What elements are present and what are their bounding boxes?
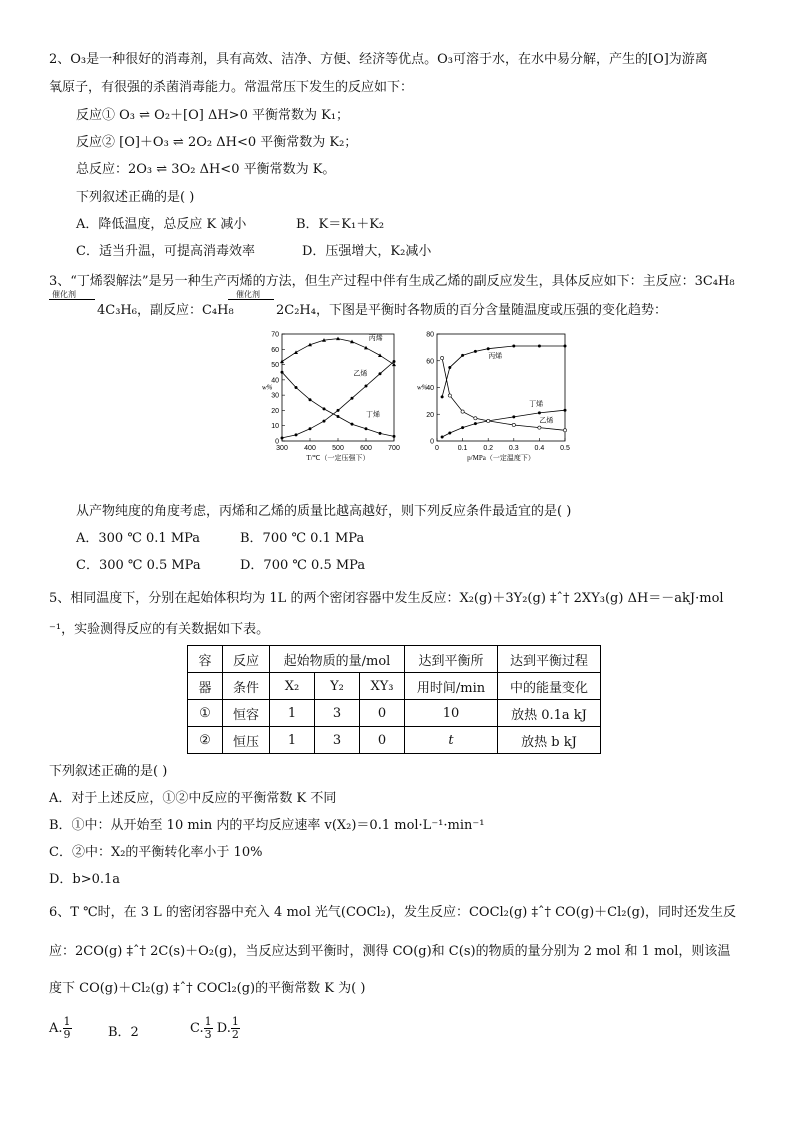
x-axis-label: p/MPa（一定温度下） (467, 454, 535, 462)
q3-arrow-1 (49, 299, 95, 300)
q5-line2: ⁻¹，实验测得反应的有关数据如下表。 (49, 622, 270, 637)
data-point (564, 345, 567, 348)
data-point (281, 371, 284, 374)
q2-line2: 氧原子，有很强的杀菌消毒能力。常温常压下发生的反应如下： (49, 80, 414, 95)
data-point (448, 366, 451, 369)
data-point (365, 427, 368, 430)
q6-line2: 应：2CO(g) ‡ˆ† 2C(s)＋O₂(g)，当反应达到平衡时，测得 CO(g)和 C(s)的物质的量分别为 2 mol 和 1 mol，则该温 (49, 944, 731, 959)
q5-data-table (187, 645, 601, 754)
table-header-cell: X₂ (270, 673, 315, 700)
data-point (461, 426, 464, 429)
data-point (512, 345, 515, 348)
data-point (474, 417, 477, 420)
data-point (461, 410, 464, 413)
series-line (282, 372, 394, 436)
series-label: 丁烯 (529, 400, 544, 409)
data-point (393, 360, 396, 363)
table-header-cell: 中的能量变化 (498, 673, 601, 700)
x-tick-label: 0.3 (508, 445, 519, 452)
data-point (538, 411, 541, 414)
data-point (512, 415, 515, 418)
x-axis-label: T/℃（一定压强下） (306, 454, 370, 462)
q5-option-d: D．b>0.1a (49, 872, 121, 887)
table-cell: 0 (360, 700, 405, 727)
y-axis-label: w% (417, 383, 428, 392)
data-point (487, 347, 490, 350)
data-point (441, 356, 444, 359)
q3-catalyst-label-1: 催化剂 (52, 290, 76, 299)
data-point (487, 419, 490, 422)
table-cell: 10 (405, 700, 498, 727)
plot-frame (437, 334, 565, 441)
data-point (393, 435, 396, 438)
q6-option-d-fraction (231, 1016, 240, 1041)
data-point (461, 354, 464, 357)
table-cell: 1 (270, 727, 315, 754)
q2-reaction2: 反应② [O]＋O₃ ⇌ 2O₂ ΔH<0 平衡常数为 K₂； (76, 135, 358, 150)
q3-stem: 从产物纯度的角度考虑，丙烯和乙烯的质量比越高越好，则下列反应条件最适宜的是( ) (76, 504, 572, 519)
y-tick-label: 70 (271, 331, 279, 339)
x-tick-label: 400 (304, 445, 316, 452)
series-label: 丁烯 (366, 410, 380, 419)
data-point (323, 420, 326, 423)
y-tick-label: 60 (426, 358, 434, 366)
data-point (512, 423, 515, 426)
table-header-cell: 起始物质的量/mol (270, 646, 405, 673)
plot-frame (282, 334, 394, 441)
q6-line1: 6、T ℃时，在 3 L 的密闭容器中充入 4 mol 光气(COCl₂)，发生反应：COCl₂(g) ‡ˆ† CO(g)＋Cl₂(g)，同时还发生反 (49, 905, 736, 920)
q2-reaction1: 反应① O₃ ⇌ O₂＋[O] ΔH>0 平衡常数为 K₁； (76, 108, 350, 123)
data-point (295, 433, 298, 436)
y-tick-label: 20 (271, 407, 279, 415)
data-point (564, 409, 567, 412)
q2-option-c: C．适当升温，可提高消毒效率 (76, 244, 255, 259)
y-tick-label: 80 (426, 331, 434, 339)
q3-option-d: D．700 ℃ 0.5 MPa (240, 558, 366, 573)
data-point (323, 407, 326, 410)
q6-option-a-label: A. (49, 1021, 63, 1036)
x-tick-label: 0.5 (560, 445, 570, 452)
y-tick-label: 50 (271, 362, 279, 370)
table-header-cell: 器 (188, 673, 223, 700)
x-tick-label: 300 (276, 445, 288, 452)
q6-option-c-label: C. (190, 1021, 204, 1036)
data-point (563, 429, 566, 432)
q5-option-c: C．②中：X₂的平衡转化率小于 10% (49, 845, 263, 860)
table-header-cell: 用时间/min (405, 673, 498, 700)
table-row (188, 727, 601, 754)
q2-total-reaction: 总反应：2O₃ ⇌ 3O₂ ΔH<0 平衡常数为 K。 (76, 162, 336, 177)
y-tick-label: 20 (426, 411, 434, 419)
q5-stem: 下列叙述正确的是( ) (49, 764, 168, 779)
q6-option-a (49, 1016, 72, 1041)
y-tick-label: 0 (275, 438, 279, 446)
table-header-cell: 达到平衡所 (405, 646, 498, 673)
table-cell: ① (188, 700, 223, 727)
y-tick-label: 60 (271, 346, 279, 354)
table-cell: 放热 b kJ (498, 727, 601, 754)
data-point (280, 360, 284, 364)
data-point (474, 422, 477, 425)
series-line (282, 339, 394, 365)
series-label: 乙烯 (539, 416, 554, 425)
series-label: 丙烯 (368, 334, 383, 343)
y-axis-label: w% (262, 383, 273, 392)
q5-option-b: B．①中：从开始至 10 min 内的平均反应速率 v(X₂)＝0.1 mol·L⁻¹·min⁻¹ (49, 818, 485, 833)
fraction-denominator: 9 (63, 1028, 71, 1041)
table-header-cell: XY₃ (360, 673, 405, 700)
data-point (538, 345, 541, 348)
q3-line1: 3、“丁烯裂解法”是另一种生产丙烯的方法，但生产过程中伴有生成乙烯的副反应发生，具体反应如下：主反应：3C₄H₈ (49, 274, 735, 289)
data-point (309, 398, 312, 401)
table-cell: 1 (270, 700, 315, 727)
x-tick-label: 0.2 (483, 445, 494, 452)
data-point (441, 395, 444, 398)
data-point (337, 415, 340, 418)
q2-option-d: D．压强增大，K₂减小 (302, 244, 432, 259)
table-cell: 恒容 (223, 700, 270, 727)
data-point (378, 353, 382, 357)
fraction-numerator: 1 (231, 1015, 239, 1028)
y-tick-label: 10 (271, 423, 279, 431)
series-line (442, 346, 565, 397)
table-cell: 放热 0.1a kJ (498, 700, 601, 727)
table-cell: 3 (315, 700, 360, 727)
q2-line1: 2、O₃是一种很好的消毒剂，具有高效、洁净、方便、经济等优点。O₃可溶于水，在水中易分解，产生的[O]为游离 (49, 52, 708, 67)
table-cell: 恒压 (223, 727, 270, 754)
data-point (474, 350, 477, 353)
x-tick-label: 500 (332, 445, 344, 452)
table-cell: 0 (360, 727, 405, 754)
series-label: 丙烯 (488, 352, 503, 361)
data-point (441, 435, 444, 438)
y-tick-label: 30 (271, 392, 279, 400)
q3-line2b: 2C₂H₄，下图是平衡时各物质的百分含量随温度或压强的变化趋势： (276, 303, 667, 318)
q2-stem: 下列叙述正确的是( ) (76, 190, 195, 205)
table-cell: ② (188, 727, 223, 754)
data-point (294, 350, 298, 354)
data-point (379, 372, 382, 375)
data-point (538, 426, 541, 429)
table-cell: t (405, 727, 498, 754)
series-label: 乙烯 (353, 369, 368, 378)
data-point (379, 432, 382, 435)
q3-option-b: B．700 ℃ 0.1 MPa (240, 531, 365, 546)
chart-temperature (248, 328, 408, 468)
q3-line2: 4C₃H₆，副反应：C₄H₈ (97, 303, 234, 318)
q6-line3: 度下 CO(g)＋Cl₂(g) ‡ˆ† COCl₂(g)的平衡常数 K 为( ) (49, 981, 366, 996)
data-point (337, 409, 340, 412)
data-point (448, 394, 451, 397)
q6-option-d-label: D. (216, 1021, 231, 1036)
fraction-denominator: 3 (204, 1028, 212, 1041)
table-header-cell: 反应 (223, 646, 270, 673)
q5-option-a: A．对于上述反应，①②中反应的平衡常数 K 不同 (49, 791, 337, 806)
series-line (282, 362, 394, 438)
table-header-cell: 容 (188, 646, 223, 673)
data-point (365, 384, 368, 387)
y-tick-label: 40 (426, 385, 434, 392)
data-point (351, 423, 354, 426)
q6-option-c-fraction (204, 1016, 213, 1041)
y-tick-label: 0 (430, 438, 434, 446)
fraction-denominator: 2 (231, 1028, 239, 1041)
q3-option-c: C．300 ℃ 0.5 MPa (76, 558, 201, 573)
y-tick-label: 40 (271, 377, 279, 385)
q6-option-b: B．2 (108, 1025, 139, 1040)
q3-catalyst-label-2: 催化剂 (236, 290, 260, 299)
data-point (448, 431, 451, 434)
table-cell: 3 (315, 727, 360, 754)
data-point (309, 427, 312, 430)
q2-option-a: A．降低温度，总反应 K 减小 (76, 217, 247, 232)
x-tick-label: 0 (435, 445, 439, 452)
q3-option-a: A．300 ℃ 0.1 MPa (76, 531, 201, 546)
chart-pressure (405, 328, 581, 468)
q6-option-a-fraction (63, 1016, 72, 1041)
data-point (281, 436, 284, 439)
q2-option-b: B．K＝K₁＋K₂ (296, 217, 385, 232)
q6-option-c (190, 1016, 240, 1041)
q5-line1: 5、相同温度下，分别在起始体积均为 1L 的两个密闭容器中发生反应：X₂(g)＋3Y₂(g) ‡ˆ† 2XY₃(g) ΔH＝－akJ·mol (49, 591, 724, 606)
data-point (351, 397, 354, 400)
table-header-cell: Y₂ (315, 673, 360, 700)
table-row (188, 700, 601, 727)
table-header-cell: 条件 (223, 673, 270, 700)
table-header-cell: 达到平衡过程 (498, 646, 601, 673)
x-tick-label: 600 (360, 445, 372, 452)
x-tick-label: 0.4 (534, 445, 545, 452)
fraction-numerator: 1 (63, 1015, 71, 1028)
fraction-numerator: 1 (204, 1015, 212, 1028)
x-tick-label: 0.1 (457, 445, 468, 452)
x-tick-label: 700 (388, 445, 400, 452)
data-point (295, 386, 298, 389)
q3-arrow-2 (228, 299, 274, 300)
